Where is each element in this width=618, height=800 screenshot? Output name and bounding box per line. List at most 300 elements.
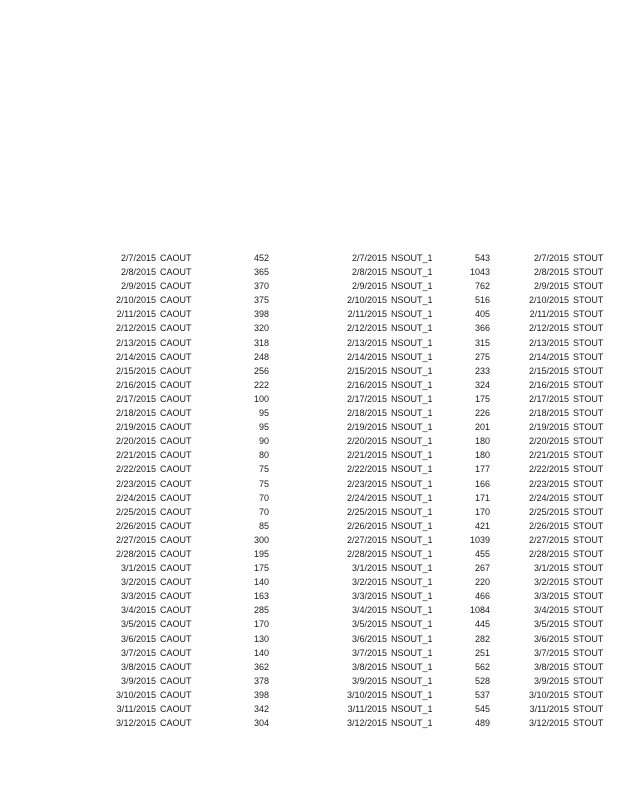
value-cell-caout: 362 — [253, 661, 269, 672]
date-cell-left: 2/20/2015 — [115, 436, 156, 447]
label-cell-nsout: NSOUT_1 — [391, 323, 433, 334]
label-cell-caout: CAOUT — [160, 675, 192, 686]
table-row — [0, 336, 618, 350]
table-row — [0, 660, 618, 674]
date-cell-left: 3/2/2015 — [120, 577, 156, 588]
date-cell-right: 3/3/2015 — [533, 591, 569, 602]
date-cell-right: 2/11/2015 — [529, 309, 569, 320]
date-cell-left: 2/15/2015 — [115, 365, 156, 376]
label-cell-stout: STOUT — [573, 534, 604, 545]
date-cell-middle: 3/8/2015 — [351, 661, 387, 672]
date-cell-left: 3/4/2015 — [120, 605, 156, 616]
label-cell-nsout: NSOUT_1 — [391, 506, 433, 517]
table-row — [0, 688, 618, 702]
label-cell-stout: STOUT — [573, 309, 604, 320]
label-cell-nsout: NSOUT_1 — [391, 534, 433, 545]
label-cell-caout: CAOUT — [160, 577, 192, 588]
label-cell-nsout: NSOUT_1 — [391, 408, 433, 419]
value-cell-nsout: 177 — [474, 464, 490, 475]
date-cell-right: 2/9/2015 — [533, 281, 569, 292]
date-cell-middle: 2/16/2015 — [346, 379, 387, 390]
label-cell-caout: CAOUT — [160, 591, 192, 602]
label-cell-nsout: NSOUT_1 — [391, 718, 433, 729]
value-cell-caout: 75 — [258, 478, 269, 489]
table-row — [0, 716, 618, 730]
label-cell-stout: STOUT — [573, 661, 604, 672]
value-cell-caout: 256 — [253, 365, 269, 376]
label-cell-nsout: NSOUT_1 — [391, 295, 433, 306]
date-cell-left: 2/25/2015 — [115, 506, 156, 517]
value-cell-nsout: 267 — [474, 563, 490, 574]
label-cell-caout: CAOUT — [160, 718, 192, 729]
value-cell-caout: 70 — [258, 492, 269, 503]
date-cell-right: 2/15/2015 — [528, 365, 569, 376]
table-row — [0, 321, 618, 335]
value-cell-caout: 80 — [258, 450, 269, 461]
table-row — [0, 364, 618, 378]
date-cell-right: 2/20/2015 — [528, 436, 569, 447]
date-cell-right: 2/12/2015 — [528, 323, 569, 334]
date-cell-left: 3/7/2015 — [120, 647, 156, 658]
value-cell-nsout: 220 — [474, 577, 490, 588]
date-cell-right: 3/9/2015 — [533, 675, 569, 686]
date-cell-right: 2/21/2015 — [528, 450, 569, 461]
value-cell-caout: 378 — [253, 675, 269, 686]
label-cell-nsout: NSOUT_1 — [391, 436, 433, 447]
value-cell-caout: 398 — [253, 309, 269, 320]
date-cell-middle: 2/7/2015 — [351, 253, 387, 263]
table-row — [0, 350, 618, 364]
table-row — [0, 448, 618, 462]
table-row — [0, 434, 618, 448]
label-cell-nsout: NSOUT_1 — [391, 520, 433, 531]
value-cell-caout: 304 — [253, 718, 269, 729]
label-cell-stout: STOUT — [573, 647, 604, 658]
label-cell-nsout: NSOUT_1 — [391, 661, 433, 672]
date-cell-middle: 3/9/2015 — [351, 675, 387, 686]
label-cell-caout: CAOUT — [160, 548, 192, 559]
value-cell-caout: 90 — [258, 436, 269, 447]
value-cell-nsout: 233 — [474, 365, 490, 376]
value-cell-nsout: 251 — [474, 647, 490, 658]
table-row — [0, 603, 618, 617]
date-cell-middle: 2/17/2015 — [346, 393, 387, 404]
value-cell-nsout: 405 — [474, 309, 490, 320]
value-cell-nsout: 226 — [474, 408, 490, 419]
table-row — [0, 293, 618, 307]
label-cell-nsout: NSOUT_1 — [391, 548, 433, 559]
label-cell-caout: CAOUT — [160, 379, 192, 390]
label-cell-nsout: NSOUT_1 — [391, 422, 433, 433]
label-cell-nsout: NSOUT_1 — [391, 647, 433, 658]
date-cell-left: 2/10/2015 — [115, 295, 156, 306]
table-row — [0, 279, 618, 293]
label-cell-stout: STOUT — [573, 619, 604, 630]
value-cell-nsout: 516 — [474, 295, 490, 306]
label-cell-stout: STOUT — [573, 464, 604, 475]
date-cell-right: 3/7/2015 — [533, 647, 569, 658]
table-row — [0, 265, 618, 279]
label-cell-caout: CAOUT — [160, 450, 192, 461]
value-cell-caout: 175 — [253, 563, 269, 574]
label-cell-nsout: NSOUT_1 — [391, 619, 433, 630]
label-cell-caout: CAOUT — [160, 520, 192, 531]
date-cell-middle: 3/4/2015 — [351, 605, 387, 616]
value-cell-nsout: 445 — [474, 619, 490, 630]
date-cell-middle: 2/8/2015 — [351, 267, 387, 278]
label-cell-nsout: NSOUT_1 — [391, 675, 433, 686]
value-cell-nsout: 421 — [474, 520, 490, 531]
table-row — [0, 674, 618, 688]
date-cell-left: 2/16/2015 — [115, 379, 156, 390]
date-cell-right: 2/28/2015 — [528, 548, 569, 559]
date-cell-right: 3/2/2015 — [533, 577, 569, 588]
table-row — [0, 533, 618, 547]
label-cell-stout: STOUT — [573, 281, 604, 292]
label-cell-stout: STOUT — [573, 422, 604, 433]
date-cell-left: 2/7/2015 — [120, 253, 156, 263]
label-cell-caout: CAOUT — [160, 253, 192, 263]
label-cell-stout: STOUT — [573, 689, 604, 700]
date-cell-left: 3/10/2015 — [115, 689, 156, 700]
date-cell-right: 2/24/2015 — [528, 492, 569, 503]
value-cell-nsout: 528 — [474, 675, 490, 686]
date-cell-right: 3/5/2015 — [533, 619, 569, 630]
value-cell-nsout: 1039 — [469, 534, 490, 545]
date-cell-right: 2/17/2015 — [528, 393, 569, 404]
date-cell-middle: 2/24/2015 — [346, 492, 387, 503]
value-cell-nsout: 201 — [474, 422, 490, 433]
date-cell-left: 2/21/2015 — [115, 450, 156, 461]
value-cell-caout: 95 — [258, 408, 269, 419]
date-cell-middle: 2/9/2015 — [351, 281, 387, 292]
label-cell-nsout: NSOUT_1 — [391, 492, 433, 503]
table-row — [0, 702, 618, 716]
label-cell-nsout: NSOUT_1 — [391, 281, 433, 292]
date-cell-middle: 2/18/2015 — [346, 408, 387, 419]
date-cell-right: 3/10/2015 — [528, 689, 569, 700]
date-cell-middle: 2/22/2015 — [346, 464, 387, 475]
label-cell-nsout: NSOUT_1 — [391, 577, 433, 588]
value-cell-caout: 130 — [253, 633, 269, 644]
value-cell-caout: 140 — [253, 577, 269, 588]
value-cell-nsout: 275 — [474, 351, 490, 362]
value-cell-caout: 195 — [253, 548, 269, 559]
table-row — [0, 392, 618, 406]
date-cell-middle: 3/5/2015 — [351, 619, 387, 630]
date-cell-left: 2/26/2015 — [115, 520, 156, 531]
value-cell-caout: 300 — [253, 534, 269, 545]
table-row — [0, 589, 618, 603]
date-cell-right: 2/19/2015 — [528, 422, 569, 433]
label-cell-nsout: NSOUT_1 — [391, 253, 433, 263]
date-cell-middle: 2/14/2015 — [346, 351, 387, 362]
date-cell-middle: 3/7/2015 — [351, 647, 387, 658]
date-cell-left: 3/9/2015 — [120, 675, 156, 686]
table-row — [0, 491, 618, 505]
label-cell-stout: STOUT — [573, 267, 604, 278]
label-cell-caout: CAOUT — [160, 436, 192, 447]
table-row — [0, 561, 618, 575]
label-cell-stout: STOUT — [573, 492, 604, 503]
date-cell-left: 3/1/2015 — [120, 563, 156, 574]
label-cell-caout: CAOUT — [160, 506, 192, 517]
date-cell-right: 2/27/2015 — [528, 534, 569, 545]
label-cell-stout: STOUT — [573, 577, 604, 588]
value-cell-caout: 365 — [253, 267, 269, 278]
date-cell-middle: 3/3/2015 — [351, 591, 387, 602]
label-cell-caout: CAOUT — [160, 633, 192, 644]
label-cell-caout: CAOUT — [160, 351, 192, 362]
label-cell-caout: CAOUT — [160, 337, 192, 348]
table-row — [0, 646, 618, 660]
table-row — [0, 378, 618, 392]
label-cell-stout: STOUT — [573, 436, 604, 447]
label-cell-stout: STOUT — [573, 253, 604, 263]
label-cell-stout: STOUT — [573, 337, 604, 348]
date-cell-left: 3/8/2015 — [120, 661, 156, 672]
date-cell-left: 2/12/2015 — [115, 323, 156, 334]
value-cell-caout: 370 — [253, 281, 269, 292]
value-cell-caout: 342 — [253, 704, 269, 714]
label-cell-caout: CAOUT — [160, 534, 192, 545]
label-cell-nsout: NSOUT_1 — [391, 591, 433, 602]
table-row — [0, 462, 618, 476]
date-cell-middle: 2/13/2015 — [346, 337, 387, 348]
label-cell-caout: CAOUT — [160, 478, 192, 489]
value-cell-nsout: 1043 — [469, 267, 490, 278]
value-cell-nsout: 166 — [474, 478, 490, 489]
value-cell-nsout: 1084 — [469, 605, 490, 616]
value-cell-nsout: 180 — [474, 436, 490, 447]
label-cell-nsout: NSOUT_1 — [391, 689, 433, 700]
label-cell-stout: STOUT — [573, 591, 604, 602]
date-cell-left: 2/14/2015 — [115, 351, 156, 362]
value-cell-nsout: 543 — [474, 253, 490, 263]
date-cell-middle: 2/23/2015 — [346, 478, 387, 489]
table-row — [0, 519, 618, 533]
date-cell-right: 2/8/2015 — [533, 267, 569, 278]
label-cell-nsout: NSOUT_1 — [391, 309, 433, 320]
date-cell-left: 2/13/2015 — [115, 337, 156, 348]
label-cell-stout: STOUT — [573, 605, 604, 616]
label-cell-nsout: NSOUT_1 — [391, 605, 433, 616]
date-cell-left: 2/27/2015 — [115, 534, 156, 545]
label-cell-stout: STOUT — [573, 718, 604, 729]
date-cell-left: 2/18/2015 — [115, 408, 156, 419]
label-cell-nsout: NSOUT_1 — [391, 337, 433, 348]
label-cell-nsout: NSOUT_1 — [391, 267, 433, 278]
value-cell-caout: 140 — [253, 647, 269, 658]
label-cell-caout: CAOUT — [160, 704, 192, 714]
value-cell-caout: 95 — [258, 422, 269, 433]
date-cell-middle: 3/10/2015 — [346, 689, 387, 700]
date-cell-right: 3/11/2015 — [529, 704, 569, 714]
label-cell-stout: STOUT — [573, 393, 604, 404]
label-cell-nsout: NSOUT_1 — [391, 704, 433, 714]
label-cell-stout: STOUT — [573, 704, 604, 714]
value-cell-nsout: 537 — [474, 689, 490, 700]
date-cell-middle: 3/2/2015 — [351, 577, 387, 588]
table-row — [0, 307, 618, 321]
label-cell-caout: CAOUT — [160, 267, 192, 278]
date-cell-right: 3/6/2015 — [533, 633, 569, 644]
value-cell-nsout: 315 — [474, 337, 490, 348]
table-row — [0, 575, 618, 589]
label-cell-caout: CAOUT — [160, 281, 192, 292]
date-cell-right: 3/4/2015 — [533, 605, 569, 616]
label-cell-caout: CAOUT — [160, 605, 192, 616]
table-row — [0, 547, 618, 561]
date-cell-middle: 2/11/2015 — [347, 309, 387, 320]
value-cell-nsout: 324 — [474, 379, 490, 390]
date-cell-right: 2/18/2015 — [528, 408, 569, 419]
label-cell-nsout: NSOUT_1 — [391, 478, 433, 489]
data-table — [0, 251, 618, 730]
date-cell-right: 3/12/2015 — [528, 718, 569, 729]
value-cell-caout: 170 — [253, 619, 269, 630]
date-cell-middle: 2/19/2015 — [346, 422, 387, 433]
label-cell-nsout: NSOUT_1 — [391, 393, 433, 404]
value-cell-caout: 320 — [253, 323, 269, 334]
date-cell-right: 2/7/2015 — [533, 253, 569, 263]
value-cell-caout: 375 — [253, 295, 269, 306]
label-cell-stout: STOUT — [573, 520, 604, 531]
date-cell-right: 2/10/2015 — [528, 295, 569, 306]
label-cell-stout: STOUT — [573, 506, 604, 517]
date-cell-left: 2/8/2015 — [120, 267, 156, 278]
date-cell-middle: 2/20/2015 — [346, 436, 387, 447]
date-cell-right: 2/13/2015 — [528, 337, 569, 348]
value-cell-caout: 248 — [253, 351, 269, 362]
date-cell-middle: 2/21/2015 — [346, 450, 387, 461]
label-cell-nsout: NSOUT_1 — [391, 464, 433, 475]
label-cell-caout: CAOUT — [160, 647, 192, 658]
label-cell-caout: CAOUT — [160, 563, 192, 574]
value-cell-nsout: 180 — [474, 450, 490, 461]
label-cell-caout: CAOUT — [160, 393, 192, 404]
label-cell-nsout: NSOUT_1 — [391, 365, 433, 376]
date-cell-left: 2/17/2015 — [115, 393, 156, 404]
value-cell-caout: 398 — [253, 689, 269, 700]
date-cell-left: 2/11/2015 — [116, 309, 156, 320]
date-cell-right: 2/26/2015 — [528, 520, 569, 531]
label-cell-stout: STOUT — [573, 450, 604, 461]
label-cell-caout: CAOUT — [160, 408, 192, 419]
value-cell-nsout: 366 — [474, 323, 490, 334]
value-cell-nsout: 455 — [474, 548, 490, 559]
value-cell-nsout: 762 — [474, 281, 490, 292]
value-cell-caout: 222 — [253, 379, 269, 390]
value-cell-nsout: 545 — [474, 704, 490, 714]
date-cell-left: 2/28/2015 — [115, 548, 156, 559]
label-cell-stout: STOUT — [573, 323, 604, 334]
label-cell-caout: CAOUT — [160, 492, 192, 503]
label-cell-nsout: NSOUT_1 — [391, 450, 433, 461]
date-cell-right: 2/25/2015 — [528, 506, 569, 517]
label-cell-stout: STOUT — [573, 675, 604, 686]
label-cell-stout: STOUT — [573, 408, 604, 419]
date-cell-middle: 2/25/2015 — [346, 506, 387, 517]
date-cell-middle: 2/26/2015 — [346, 520, 387, 531]
label-cell-nsout: NSOUT_1 — [391, 633, 433, 644]
label-cell-stout: STOUT — [573, 379, 604, 390]
label-cell-stout: STOUT — [573, 365, 604, 376]
date-cell-left: 3/3/2015 — [120, 591, 156, 602]
table-row — [0, 505, 618, 519]
value-cell-caout: 85 — [258, 520, 269, 531]
label-cell-nsout: NSOUT_1 — [391, 379, 433, 390]
date-cell-middle: 3/1/2015 — [351, 563, 387, 574]
value-cell-nsout: 170 — [474, 506, 490, 517]
date-cell-left: 2/9/2015 — [120, 281, 156, 292]
value-cell-caout: 285 — [253, 605, 269, 616]
date-cell-middle: 2/15/2015 — [346, 365, 387, 376]
date-cell-right: 2/14/2015 — [528, 351, 569, 362]
date-cell-right: 2/22/2015 — [528, 464, 569, 475]
date-cell-left: 2/24/2015 — [115, 492, 156, 503]
date-cell-middle: 2/12/2015 — [346, 323, 387, 334]
date-cell-middle: 3/11/2015 — [347, 704, 387, 714]
label-cell-caout: CAOUT — [160, 295, 192, 306]
label-cell-stout: STOUT — [573, 563, 604, 574]
value-cell-caout: 70 — [258, 506, 269, 517]
value-cell-caout: 100 — [253, 393, 269, 404]
date-cell-left: 2/22/2015 — [115, 464, 156, 475]
label-cell-stout: STOUT — [573, 478, 604, 489]
date-cell-middle: 3/12/2015 — [346, 718, 387, 729]
label-cell-caout: CAOUT — [160, 661, 192, 672]
date-cell-left: 3/5/2015 — [120, 619, 156, 630]
date-cell-middle: 2/28/2015 — [346, 548, 387, 559]
label-cell-caout: CAOUT — [160, 365, 192, 376]
date-cell-right: 2/16/2015 — [528, 379, 569, 390]
label-cell-caout: CAOUT — [160, 309, 192, 320]
label-cell-nsout: NSOUT_1 — [391, 563, 433, 574]
value-cell-caout: 163 — [253, 591, 269, 602]
table-row — [0, 477, 618, 491]
table-row — [0, 420, 618, 434]
date-cell-right: 3/1/2015 — [533, 563, 569, 574]
label-cell-caout: CAOUT — [160, 464, 192, 475]
label-cell-caout: CAOUT — [160, 422, 192, 433]
date-cell-right: 3/8/2015 — [533, 661, 569, 672]
value-cell-nsout: 282 — [474, 633, 490, 644]
label-cell-stout: STOUT — [573, 633, 604, 644]
date-cell-left: 3/12/2015 — [115, 718, 156, 729]
label-cell-caout: CAOUT — [160, 619, 192, 630]
value-cell-nsout: 466 — [474, 591, 490, 602]
value-cell-nsout: 562 — [474, 661, 490, 672]
value-cell-caout: 75 — [258, 464, 269, 475]
value-cell-nsout: 171 — [474, 492, 490, 503]
label-cell-nsout: NSOUT_1 — [391, 351, 433, 362]
table-row — [0, 251, 618, 265]
label-cell-stout: STOUT — [573, 295, 604, 306]
table-row — [0, 632, 618, 646]
label-cell-caout: CAOUT — [160, 689, 192, 700]
date-cell-left: 2/19/2015 — [115, 422, 156, 433]
date-cell-middle: 3/6/2015 — [351, 633, 387, 644]
label-cell-stout: STOUT — [573, 351, 604, 362]
date-cell-left: 2/23/2015 — [115, 478, 156, 489]
value-cell-nsout: 175 — [474, 393, 490, 404]
date-cell-middle: 2/10/2015 — [346, 295, 387, 306]
table-row — [0, 406, 618, 420]
label-cell-stout: STOUT — [573, 548, 604, 559]
date-cell-left: 3/11/2015 — [116, 704, 156, 714]
table-row — [0, 617, 618, 631]
